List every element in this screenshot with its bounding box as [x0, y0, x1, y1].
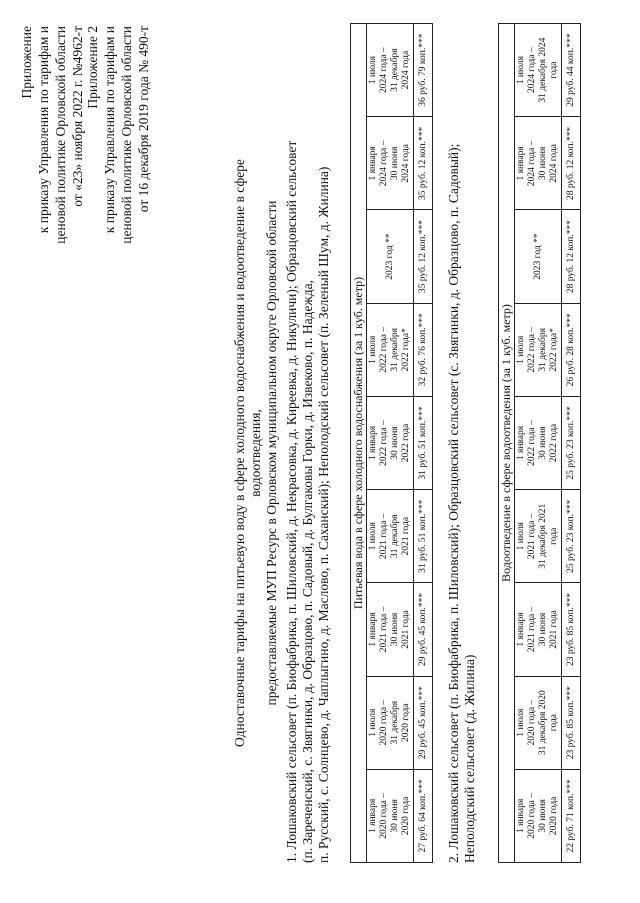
tariff-value-cell: 35 руб. 12 коп.***: [414, 117, 433, 210]
period-line: 2020 года: [401, 703, 411, 742]
period-cell: [367, 676, 414, 769]
period-line: 2024 года –: [379, 47, 389, 93]
period-line: 1 июля: [368, 56, 378, 85]
tariff-value-cell: 31 руб. 51 коп.***: [414, 490, 433, 583]
tariff-value-cell: 35 руб. 12 коп.***: [414, 210, 433, 303]
period-cell: [367, 303, 414, 396]
period-line: 2024 года –: [379, 140, 389, 187]
period-line: 2020 года –: [379, 793, 389, 839]
period-cell: [515, 24, 562, 117]
appendix-line: ценовой политике Орловской области: [53, 26, 68, 244]
period-line: 1 января: [368, 146, 378, 181]
period-line: 1 января: [368, 425, 378, 461]
period-line: 30 июня: [538, 146, 548, 181]
period-line: 31 декабря: [390, 514, 400, 559]
tariff-value-cell: 29 руб. 45 коп.***: [414, 676, 433, 769]
period-line: 2022 года –: [379, 420, 389, 466]
period-cell: [515, 676, 562, 769]
period-line: 1 января: [516, 425, 526, 461]
tariff-value-cell: 23 руб. 85 коп.***: [562, 676, 581, 769]
period-line: 2021 года: [401, 516, 411, 556]
period-line: 2021 года –: [379, 606, 389, 653]
tariff-value-cell: 28 руб. 12 коп.***: [562, 117, 581, 210]
period-line: 2021 года –: [527, 513, 537, 560]
period-line: 2020 года –: [527, 793, 537, 839]
tariff-value-cell: 29 руб. 44 коп.***: [562, 24, 581, 117]
title-line: предоставляемые МУП Ресурс в Орловском муниципальном округе Орловской области: [264, 200, 279, 706]
tariff-value-cell: 25 руб. 23 коп.***: [562, 490, 581, 583]
period-cell: [515, 210, 562, 303]
period-line: 2022 года*: [401, 328, 411, 372]
period-line: 1 января: [516, 612, 526, 647]
tariff-value-cell: 28 руб. 12 коп.***: [562, 210, 581, 303]
period-line: 2024 года –: [527, 47, 537, 93]
period-line: 1 июля: [516, 335, 526, 364]
section-line: 2. Лошаковский сельсовет (п. Биофабрика, п. Шиловский); Образцовский сельсовет (с. Звягинки, д. Образцово, п. Садовый);: [446, 143, 461, 863]
period-line: 2023 год **: [532, 233, 543, 280]
period-cell: [367, 210, 414, 303]
period-line: 2024 года: [401, 144, 411, 183]
period-row: [515, 24, 562, 863]
wastewater-tariff-table: [498, 23, 581, 863]
appendix-line: ценовой политике Орловской области: [119, 26, 134, 244]
period-line: 1 января: [368, 798, 378, 834]
period-line: 1 июля: [516, 708, 526, 737]
period-line: года: [549, 714, 559, 732]
period-row: [367, 24, 414, 863]
appendix-date: от 16 декабря 2019 года № 490-т: [136, 26, 151, 213]
appendix-2-header: [84, 26, 152, 244]
period-line: 2021 года –: [527, 606, 537, 653]
period-line: 2024 года –: [527, 140, 537, 187]
title-line: Одноставочные тарифы на питьевую воду в сфере холодного водоснабжения и водоотведение в сфере водоотведения,: [232, 159, 263, 747]
tariff-value-cell: 27 руб. 64 коп.***: [414, 769, 433, 862]
period-cell: [515, 490, 562, 583]
document-title: [232, 153, 280, 753]
appendix-date: от «23» ноября 2022 г. №4962-т: [70, 26, 85, 207]
period-cell: [367, 769, 414, 862]
period-line: 1 июля: [368, 708, 378, 737]
appendix-line: к приказу Управления по тарифам и: [36, 26, 51, 234]
period-line: 1 июля: [516, 56, 526, 85]
section-line: (п. Зареченский, с. Звягинки, д. Образцово, п. Садовый, д. Булгаковы Горки, д. Извеково, п. Надежда,: [300, 280, 315, 863]
period-cell: [515, 303, 562, 396]
tariff-value-cell: 36 руб. 79 коп.***: [414, 24, 433, 117]
appendix-title: Приложение 2: [85, 26, 100, 109]
section-line: п. Русский, с. Солнцево, д. Чаплыгино, д. Маслово, п. Саханский); Неполодский сельсовет (п. Зеленый Шум, д. Жилина): [316, 166, 331, 863]
period-line: 2021 года: [549, 610, 559, 649]
section-line: 1. Лошаковский сельсовет (п. Биофабрика, п. Шиловский, д. Некрасовка, д. Киреевка, д. Никуличи); Образцовский сельсовет: [284, 140, 299, 863]
period-line: 31 декабря: [390, 700, 400, 745]
period-line: 2022 года –: [527, 326, 537, 373]
period-cell: [367, 490, 414, 583]
period-line: 2021 года –: [379, 513, 389, 560]
tariff-value-cell: 32 руб. 76 коп.***: [414, 303, 433, 396]
table-header: Водоотведение в сфере водоотведения (за 1 куб. метр): [499, 24, 515, 863]
period-line: 2020 года –: [527, 699, 537, 746]
period-cell: [367, 396, 414, 489]
period-line: 2021 года: [401, 610, 411, 649]
tariff-value-cell: 26 руб. 28 коп.***: [562, 303, 581, 396]
period-line: 2024 года: [401, 50, 411, 90]
period-line: 31 декабря: [538, 328, 548, 372]
period-line: года: [549, 61, 559, 79]
period-cell: [515, 117, 562, 210]
appendix-title: Приложение: [19, 26, 34, 99]
period-line: 1 января: [516, 146, 526, 181]
period-line: 31 декабря: [390, 48, 400, 92]
period-cell: [367, 24, 414, 117]
period-line: 2024 года: [549, 144, 559, 183]
period-cell: [515, 769, 562, 862]
period-line: 1 июля: [516, 522, 526, 551]
period-line: 31 декабря 2021: [538, 503, 548, 569]
tariff-value-cell: 25 руб. 23 коп.***: [562, 396, 581, 489]
period-line: 30 июня: [390, 612, 400, 647]
period-line: 2022 года*: [549, 328, 559, 372]
period-line: 30 июня: [538, 799, 548, 833]
tariff-value-cell: 22 руб. 71 коп.***: [562, 769, 581, 862]
period-cell: [367, 583, 414, 676]
tariff-value-cell: 31 руб. 51 коп.***: [414, 396, 433, 489]
appendix-header: [18, 26, 86, 244]
period-cell: [515, 396, 562, 489]
period-line: 1 июля: [368, 335, 378, 364]
tariff-value-cell: 29 руб. 45 коп.***: [414, 583, 433, 676]
period-line: 2020 года: [401, 796, 411, 836]
section-2-heading: [446, 23, 478, 863]
water-supply-tariff-table: [350, 23, 433, 863]
period-line: 2022 года: [401, 423, 411, 463]
period-line: 30 июня: [390, 146, 400, 181]
period-line: 1 января: [368, 612, 378, 647]
value-row: [414, 24, 433, 863]
period-line: 2020 года: [549, 796, 559, 836]
period-line: 30 июня: [390, 799, 400, 833]
section-1-heading: [284, 23, 332, 863]
period-line: 2022 года –: [527, 420, 537, 466]
period-line: 1 июля: [368, 522, 378, 551]
tariff-value-cell: 23 руб. 85 коп.***: [562, 583, 581, 676]
period-cell: [515, 583, 562, 676]
period-cell: [367, 117, 414, 210]
period-line: 1 января: [516, 798, 526, 834]
period-line: года: [549, 527, 559, 545]
period-line: 30 июня: [538, 612, 548, 647]
period-line: 2022 года: [549, 423, 559, 463]
period-line: 31 декабря: [390, 328, 400, 372]
period-line: 31 декабря 2024: [538, 37, 548, 103]
appendix-line: к приказу Управления по тарифам и: [102, 26, 117, 234]
period-line: 2023 год **: [384, 233, 395, 280]
period-line: 30 июня: [538, 426, 548, 460]
period-line: 30 июня: [390, 426, 400, 460]
value-row: [562, 24, 581, 863]
period-line: 31 декабря 2020: [538, 690, 548, 756]
table-header: Питьевая вода в сфере холодного водоснабжения (за 1 куб. метр): [351, 24, 367, 863]
period-line: 2020 года –: [379, 699, 389, 746]
section-line: Неполодский сельсовет (д. Жилина): [462, 654, 477, 863]
period-line: 2022 года –: [379, 326, 389, 373]
